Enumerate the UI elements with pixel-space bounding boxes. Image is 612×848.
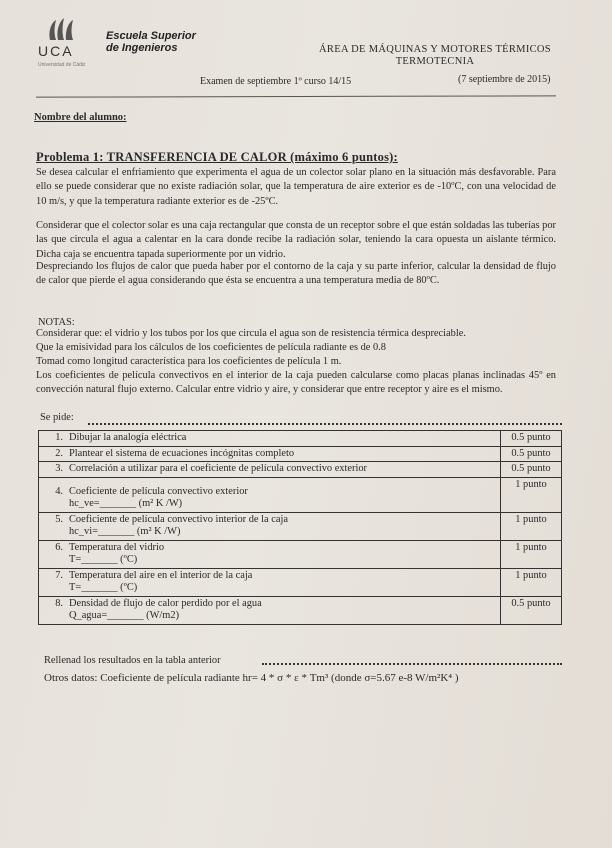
question-cell [39, 462, 501, 478]
question-number: 6. [55, 541, 63, 553]
problem-paragraph-3: Despreciando los flujos de calor que pueda haber por el contorno de la caja y su parte inferior, calcular la densidad de flujo de calor que pierde el agua considerando que ésta se encuentra a una temperatura media de 80ºC. [36, 261, 556, 287]
question-text: Plantear el sistema de ecuaciones incógnitas completo [69, 447, 295, 459]
logo-subtext: Universidad de Cádiz [38, 62, 86, 68]
table-row [39, 477, 562, 512]
school-line-2: de Ingenieros [106, 42, 178, 54]
subject-title: TERMOTECNIA [395, 56, 475, 67]
header-divider [36, 95, 556, 97]
question-cell [39, 568, 501, 596]
question-number: 7. [55, 569, 63, 581]
table-row [39, 512, 562, 540]
problem-paragraph-1: Se desea calcular el enfriamiento que experimenta el agua de un colector solar plano en la situación más desfavorable. Para ello se puede considerar que no existe radiación solar, que la temperatura de aire exterior es de -10ºC, con una velocidad de 10 m/s, y que la temperatura radiante exterior es de -25ºC. [36, 167, 556, 207]
question-points: 1 punto [501, 512, 562, 540]
question-cell [39, 540, 501, 568]
table-row [39, 431, 562, 447]
questions-label: Se pide: [40, 412, 74, 423]
question-text: Temperatura del vidrio [69, 541, 165, 553]
question-number: 4. [55, 485, 63, 497]
question-points: 0.5 punto [501, 596, 562, 624]
question-points: 1 punto [501, 568, 562, 596]
table-row [39, 462, 562, 478]
student-name-label: Nombre del alumno: [34, 112, 127, 123]
question-points: 1 punto [501, 540, 562, 568]
answer-blank[interactable]: T=_______ (ºC) [69, 582, 138, 593]
area-title: ÁREA DE MÁQUINAS Y MOTORES TÉRMICOS [319, 44, 551, 55]
department-heading [300, 44, 570, 68]
problem-paragraph-2: Considerar que el colector solar es una caja rectangular que consta de un receptor sobre el que están soldadas las tuberías por las que circula el agua a calentar en la cara donde recibe la radiación solar, teniendo la cara opuesta un aislante térmico. Dicha caja se encuentra tapada superiormente por un vidrio. [36, 220, 556, 260]
question-points: 0.5 punto [501, 462, 562, 478]
question-number: 8. [55, 597, 63, 609]
question-text: Densidad de flujo de calor perdido por el agua [69, 597, 262, 609]
school-name [106, 30, 196, 54]
exam-date: (7 septiembre de 2015) [458, 74, 551, 85]
question-number: 2. [55, 447, 63, 459]
question-number: 3. [55, 463, 63, 474]
question-text: Coeficiente de película convectivo exterior [69, 485, 248, 497]
dotted-separator-top [88, 423, 562, 425]
note-2: Que la emisividad para los cálculos de los coeficientes de película radiante es de 0.8 [36, 342, 386, 353]
question-cell [39, 446, 501, 462]
logo-text: UCA [38, 43, 74, 59]
table-row [39, 540, 562, 568]
answer-blank[interactable]: Q_agua=_______ (W/m2) [69, 610, 180, 621]
question-text: Coeficiente de película convectivo interior de la caja [69, 513, 288, 525]
other-data: Otros datos: Coeficiente de película radiante hr= 4 * σ * ε * Tm³ (donde σ=5.67 e-8 W/m²K⁴ ) [44, 672, 459, 684]
question-cell [39, 512, 501, 540]
answer-blank[interactable]: hc_ve=_______ (m² K /W) [69, 498, 183, 509]
table-row [39, 568, 562, 596]
note-3: Tomad como longitud característica para los coeficientes de película 1 m. [36, 356, 342, 367]
answer-blank[interactable]: T=_______ (ºC) [69, 554, 138, 565]
question-text: Temperatura del aire en el interior de la caja [69, 569, 253, 581]
question-text: Dibujar la analogía eléctrica [69, 432, 187, 443]
question-points: 0.5 punto [501, 431, 562, 447]
question-number: 5. [55, 513, 63, 525]
school-line-1: Escuela Superior [106, 30, 196, 42]
question-number: 1. [55, 432, 63, 443]
exam-label: Examen de septiembre 1º curso 14/15 [200, 76, 352, 87]
fill-instruction: Rellenad los resultados en la tabla anterior [44, 655, 221, 666]
question-cell [39, 431, 501, 447]
question-text: Correlación a utilizar para el coeficiente de película convectivo exterior [69, 463, 368, 474]
table-row [39, 446, 562, 462]
question-points: 0.5 punto [501, 446, 562, 462]
question-points: 1 punto [501, 477, 562, 512]
question-cell [39, 596, 501, 624]
table-row [39, 596, 562, 624]
note-4: Los coeficientes de película convectivos en el interior de la caja pueden calcularse como placas planas inclinadas 45º en convección natural flujo externo. Calcular entre vidrio y aire, y considerar que entre receptor y aire es el mismo. [36, 370, 556, 396]
dotted-separator-bottom [262, 663, 562, 665]
notes-label: NOTAS: [38, 317, 75, 328]
question-cell [39, 477, 501, 512]
questions-table [38, 430, 562, 625]
uca-logo [36, 16, 96, 76]
note-1: Considerar que: el vidrio y los tubos por los que circula el agua son de resistencia térmica despreciable. [36, 328, 466, 339]
problem-title: Problema 1: TRANSFERENCIA DE CALOR (máximo 6 puntos): [36, 150, 398, 164]
answer-blank[interactable]: hc_vi=_______ (m² K /W) [69, 526, 181, 537]
